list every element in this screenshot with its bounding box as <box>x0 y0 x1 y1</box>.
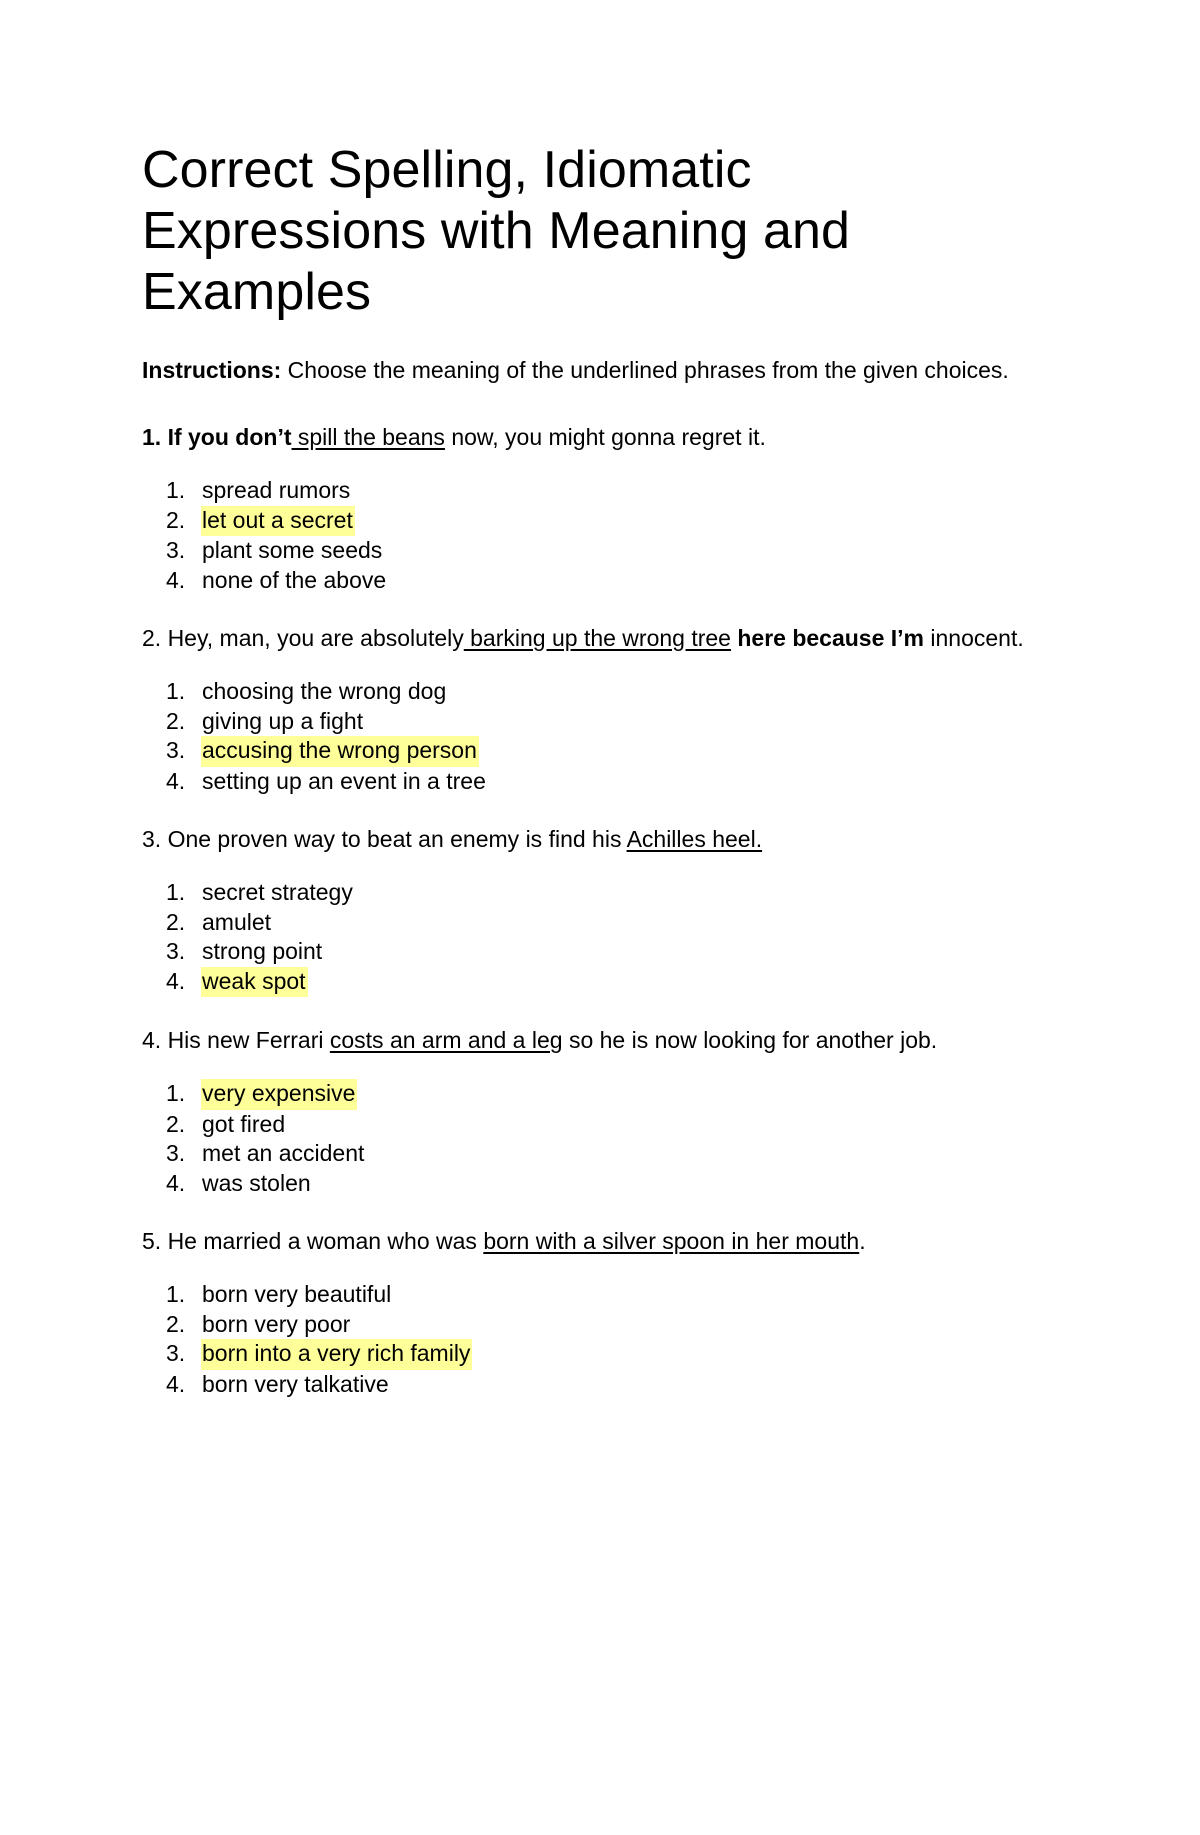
question-2-prefix: 2. Hey, man, you are absolutely <box>142 625 464 651</box>
question-2-idiom: barking up the wrong tree <box>463 625 731 651</box>
choice-item <box>166 677 1060 707</box>
choice-number: 2. <box>166 908 186 935</box>
question-4 <box>142 1025 1060 1055</box>
choice-number: 3. <box>166 1140 186 1166</box>
choice-item <box>166 1110 1060 1140</box>
choice-number: 4. <box>166 767 186 794</box>
question-2-choices <box>142 677 1060 796</box>
choice-number: 3. <box>166 737 186 763</box>
question-5-suffix: . <box>859 1228 866 1254</box>
choice-text: born very poor <box>202 1310 351 1337</box>
choice-item <box>166 536 1060 566</box>
choice-item <box>166 1139 1060 1169</box>
question-1-suffix: now, you might gonna regret it. <box>444 424 766 450</box>
choice-item <box>166 707 1060 737</box>
question-2-suffix: innocent. <box>924 625 1024 651</box>
title-line-3: Examples <box>142 263 372 321</box>
choice-text: amulet <box>202 908 272 935</box>
choice-number: 4. <box>166 967 186 994</box>
question-3-idiom: Achilles heel. <box>626 826 763 852</box>
choice-number: 2. <box>166 1110 186 1137</box>
choice-number: 2. <box>166 506 186 533</box>
choice-text: born very talkative <box>202 1370 389 1397</box>
choice-number: 3. <box>166 537 186 563</box>
choice-item <box>166 937 1060 967</box>
choice-number: 4. <box>166 1370 186 1397</box>
question-5 <box>142 1226 1060 1256</box>
choice-text-highlighted: weak spot <box>201 967 308 998</box>
choice-text: setting up an event in a tree <box>202 767 486 794</box>
choice-item <box>166 1169 1060 1199</box>
title-line-2: Expressions with Meaning and <box>142 202 851 260</box>
question-4-prefix: 4. His new Ferrari <box>142 1027 330 1053</box>
instructions-label: Instructions: <box>142 357 282 383</box>
question-3-prefix: 3. One proven way to beat an enemy is find his <box>142 826 627 852</box>
choice-text: met an accident <box>202 1140 365 1166</box>
choice-item <box>166 767 1060 797</box>
choice-item <box>166 566 1060 596</box>
choice-text: was stolen <box>202 1169 311 1196</box>
choice-number: 1. <box>166 678 186 704</box>
choice-item <box>166 736 1060 767</box>
title-line-1: Correct Spelling, Idiomatic <box>142 141 752 199</box>
choice-text-highlighted: let out a secret <box>201 506 355 537</box>
choice-number: 1. <box>166 879 186 905</box>
choice-item <box>166 476 1060 506</box>
choice-item <box>166 1310 1060 1340</box>
choice-number: 1. <box>166 1080 186 1106</box>
choice-item <box>166 506 1060 537</box>
question-4-suffix: so he is now looking for another job. <box>562 1027 938 1053</box>
choice-number: 2. <box>166 1310 186 1337</box>
choice-item <box>166 1339 1060 1370</box>
choice-text: strong point <box>202 938 323 964</box>
choice-number: 4. <box>166 566 186 593</box>
choice-text: giving up a fight <box>202 707 364 734</box>
instructions <box>142 355 1060 385</box>
choice-text-highlighted: born into a very rich family <box>201 1339 472 1370</box>
choice-item <box>166 967 1060 998</box>
question-1-choices <box>142 476 1060 595</box>
question-1-prefix: 1. If you don’t <box>142 424 292 450</box>
question-1-idiom: spill the beans <box>291 424 445 450</box>
choice-item <box>166 1280 1060 1310</box>
question-5-idiom: born with a silver spoon in her mouth <box>483 1228 860 1254</box>
choice-item <box>166 878 1060 908</box>
question-1 <box>142 422 1060 452</box>
choice-text: choosing the wrong dog <box>202 678 447 704</box>
choice-item <box>166 1079 1060 1110</box>
choice-text-highlighted: accusing the wrong person <box>201 736 479 767</box>
choice-item <box>166 908 1060 938</box>
document-title <box>142 140 1060 323</box>
question-2 <box>142 623 1060 653</box>
choice-text: none of the above <box>202 566 387 593</box>
choice-text: born very beautiful <box>202 1281 392 1307</box>
choice-number: 1. <box>166 1281 186 1307</box>
question-4-idiom: costs an arm and a leg <box>329 1027 563 1053</box>
choice-number: 1. <box>166 477 186 503</box>
question-5-choices <box>142 1280 1060 1399</box>
choice-text-highlighted: very expensive <box>201 1079 357 1110</box>
choice-number: 2. <box>166 707 186 734</box>
question-3-choices <box>142 878 1060 997</box>
choice-number: 3. <box>166 938 186 964</box>
question-4-choices <box>142 1079 1060 1198</box>
question-5-prefix: 5. He married a woman who was <box>142 1228 484 1254</box>
choice-item <box>166 1370 1060 1400</box>
instructions-text: Choose the meaning of the underlined phrases from the given choices. <box>281 357 1009 383</box>
question-3 <box>142 824 1060 854</box>
choice-text: plant some seeds <box>202 537 383 563</box>
choice-text: spread rumors <box>202 477 351 503</box>
choice-text: got fired <box>202 1110 286 1137</box>
choice-number: 4. <box>166 1169 186 1196</box>
choice-text: secret strategy <box>202 879 353 905</box>
choice-number: 3. <box>166 1340 186 1366</box>
question-2-suffix-bold: here because I’m <box>730 625 925 651</box>
